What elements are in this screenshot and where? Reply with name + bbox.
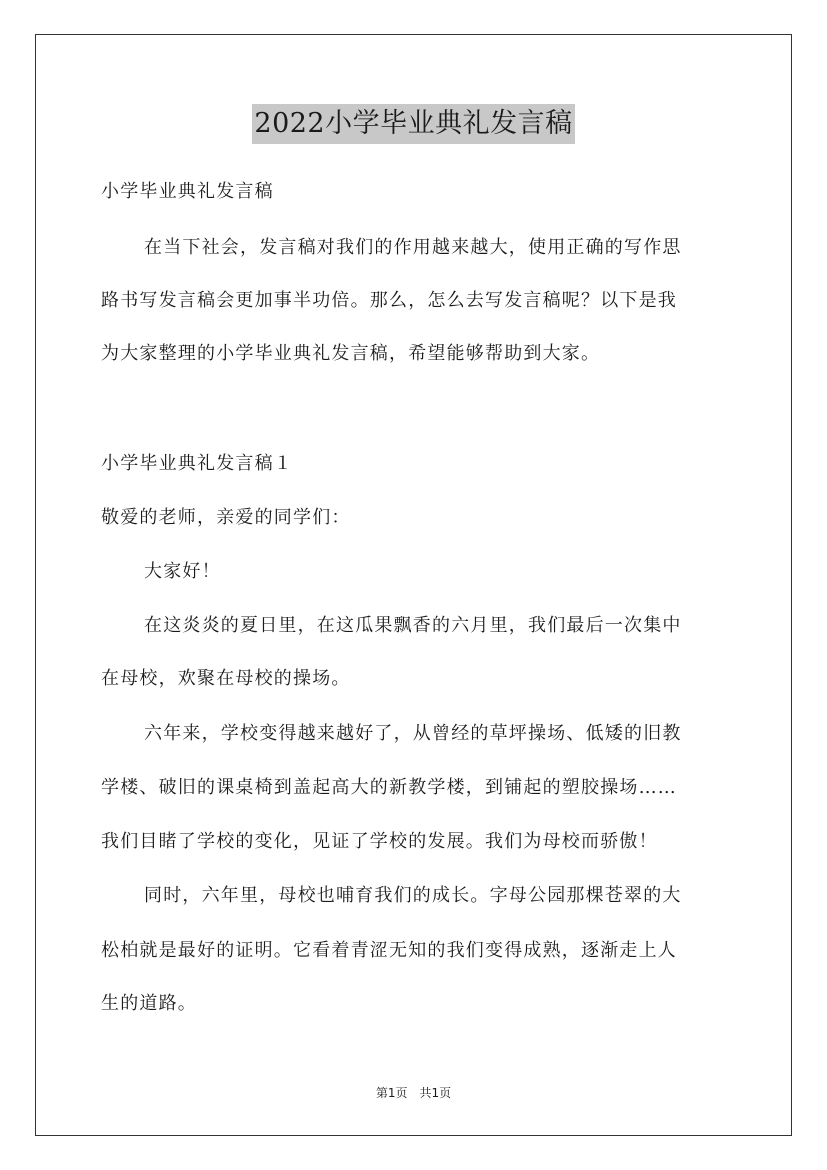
paragraph-line: 在母校，欢聚在母校的操场。 (101, 668, 351, 689)
document-title: 2022小学毕业典礼发言稿 (252, 104, 574, 144)
subtitle: 小学毕业典礼发言稿 (101, 181, 274, 202)
paragraph-line: 生的道路。 (101, 993, 197, 1014)
paragraph-line: 同时，六年里，母校也哺育我们的成长。字母公园那棵苍翠的大 (144, 885, 682, 906)
paragraph-line: 我们目睹了学校的变化，见证了学校的发展。我们为母校而骄傲！ (101, 831, 658, 852)
paragraph-line: 为大家整理的小学毕业典礼发言稿，希望能够帮助到大家。 (101, 343, 601, 364)
paragraph-line: 路书写发言稿会更加事半功倍。那么，怎么去写发言稿呢？以下是我 (101, 290, 677, 311)
page-number: 第1页 共1页 (375, 1086, 452, 1100)
title-container (0, 104, 827, 144)
salutation: 敬爱的老师，亲爱的同学们： (101, 507, 351, 528)
section-heading: 小学毕业典礼发言稿１ (101, 453, 293, 474)
paragraph-line: 六年来，学校变得越来越好了，从曾经的草坪操场、低矮的旧教 (144, 723, 682, 744)
paragraph-line: 在当下社会，发言稿对我们的作用越来越大，使用正确的写作思 (144, 237, 682, 258)
paragraph-line: 松柏就是最好的证明。它看着青涩无知的我们变得成熟，逐渐走上人 (101, 940, 677, 961)
greeting: 大家好！ (144, 561, 221, 582)
paragraph-line: 学楼、破旧的课桌椅到盖起高大的新教学楼，到铺起的塑胶操场…… (101, 777, 677, 798)
paragraph-line: 在这炎炎的夏日里，在这瓜果飘香的六月里，我们最后一次集中 (144, 615, 682, 636)
